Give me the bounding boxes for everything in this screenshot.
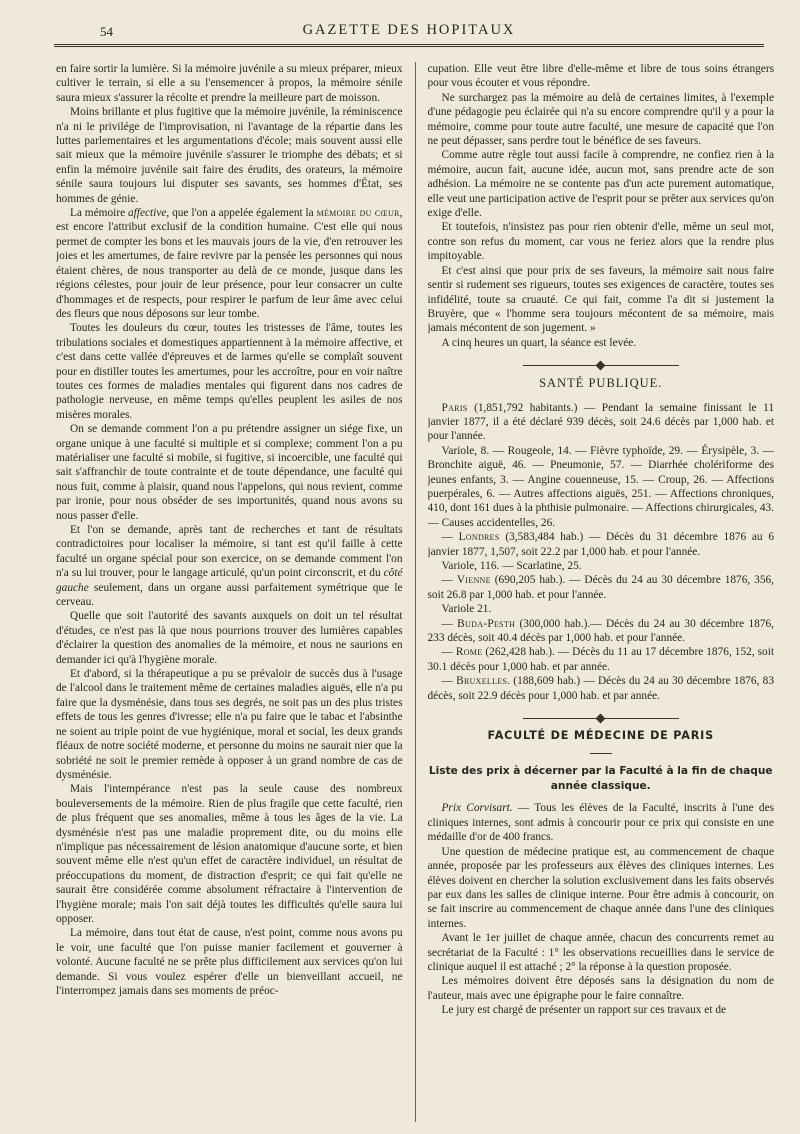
italic-term: côté gauche: [56, 567, 403, 594]
city-name: Vienne: [456, 574, 491, 587]
paragraph: — Londres (3,583,484 hab.) — Décès du 31 décembre 1876 au 6 janvier 1877, 1,507, soit 22.2 par 1,000 hab. et pour l'année.: [427, 531, 774, 558]
subheading: Liste des prix à décerner par la Faculté à la fin de chaque année classique.: [428, 765, 773, 792]
paragraph: cupation. Elle veut être libre d'elle-même et libre de tous soins étrangers pour vous écouter et vous répondre.: [427, 63, 775, 90]
paragraph: Ne surchargez pas la mémoire au delà de certaines limites, à l'exemple d'une pédagogie peu éclairée qui n'a su encore comprendre qu'il y a pour la mémoire, comme pour toute autre faculté, une mesure de capacité que l'on ne peut dépasser, sans perdre tout le bénéfice de ses faveurs.: [427, 91, 775, 148]
paragraph: Avant le 1er juillet de chaque année, chacun des concurrents remet au secrétariat de la Faculté : 1° les observations recueillies dans le service de clinique auquel il est attaché ; 2° la réponse à la question proposée.: [427, 932, 775, 973]
paragraph: Une question de médecine pratique est, au commencement de chaque année, proposée par les professeurs aux élèves des cliniques internes. Les élèves doivent en chercher la solution exclusivement dans les faits observés par eux dans les salles de clinique interne. Pour être admis à concourir, on se fait inscrire au commencement de chaque année dans l'une des cliniques internes.: [427, 845, 775, 930]
paragraph: Moins brillante et plus fugitive que la mémoire juvénile, la réminiscence n'a ni le privilége de l'improvisation, ni l'avantage de la répartie dans les luttes parlementaires et les argumentations d'école; mais souvent aussi elle sait mieux que la mémoire juvénile s'assurer le triomphe des débats; et si enfin la mémoire juvénile sait faire des érudits, des orateurs, la mémoire sénile saura toujours lui disputer ses savants, ses hommes d'État, ses hommes de génie.: [56, 106, 403, 205]
city-name: Buda-Pesth: [457, 617, 516, 630]
paragraph: A cinq heures un quart, la séance est levée.: [441, 336, 637, 349]
paragraph: Quelle que soit l'autorité des savants auxquels on doit un tel résultat d'études, ce n'est pas là que nous pourrions trouver des lumières capables d'éclairer la question des anomalies de la mémoire, et nous ne saurions en demander ici qu'à l'hygiène morale.: [56, 610, 403, 666]
paragraph: en faire sortir la lumière. Si la mémoire juvénile a su mieux préparer, mieux cultiver le terrain, si elle a su l'ensemencer à propos, la mémoire sénile saura mieux s'assurer la récolte et prendre la meilleure part de moisson.: [56, 63, 403, 104]
paragraph: — Bruxelles. (188,609 hab.) — Décès du 24 au 30 décembre 1876, 83 décès, soit 22.9 décès pour 1,000 hab. et par année.: [427, 675, 775, 702]
paragraph: — Rome (262,428 hab.). — Décès du 11 au 17 décembre 1876, 152, soit 30.1 décès pour 1,000 hab. et par année.: [427, 646, 775, 673]
small-caps-term: mémoire du cœur: [316, 207, 400, 220]
paragraph: Variole 21.: [441, 603, 492, 616]
left-column: [56, 62, 403, 1122]
city-name: Paris: [441, 401, 468, 414]
text-columns: [56, 62, 774, 1122]
paragraph: Les mémoires doivent être déposés sans la désignation du nom de l'auteur, mais avec une épigraphe pour le faire connaître.: [427, 975, 775, 1002]
column-divider: [415, 62, 416, 1122]
city-name: Rome: [455, 646, 483, 659]
section-title-sante: SANTÉ PUBLIQUE.: [539, 376, 663, 391]
paragraph: — Buda-Pesth (300,000 hab.).— Décès du 24 au 30 décembre 1876, 233 décès, soit 40.4 décès par 1,000 hab. et pour l'année.: [427, 617, 774, 645]
paragraph: La mémoire affective, que l'on a appelée également la mémoire du cœur, est encore l'attribut exclusif de la condition humaine. C'est elle qui nous permet de compter les bons et les mauvais jours de la vie, d'en retrouver les joies et les amertumes, de faire revivre par la pensée les personnes qui nous étaient chères, de nous transporter au delà de ce monde, jusque dans les régions célestes, pour jouir de leur présence, pour leur consacrer un culte d'hommages et de respects, pour respirer le parfum de leur âme avec celui des fleurs que nous déposons sur leur tombe.: [56, 207, 403, 320]
italic-term: Prix Corvisart.: [441, 802, 513, 815]
city-name: Londres: [458, 531, 500, 544]
paragraph: Mais l'intempérance n'est pas la seule cause des nombreux bouleversements de la mémoire. Rien de plus fragile que cette faculté, rien de plus fréquent que ses anomalies, même à tous les âges de la vie. La dysménésie n'est pas une maladie proprement dite, ou du moins elle n'implique pas nécessairement de lésion anatomique d'aucune sorte, et bien souvent même elle n'est qu'un effet de caractère individuel, un résultat de préoccupations du moment, de distraction d'esprit; ce qui fait qu'elle ne saurait être considérée comme absolument réfractaire à l'intervention de l'hygiène morale; mais l'on sait déjà toutes les difficultés qu'elle saura lui opposer.: [56, 783, 403, 925]
page-header: [54, 0, 764, 47]
page-number: 54: [100, 24, 113, 39]
right-column: [428, 62, 775, 1122]
short-rule: [590, 753, 612, 754]
paragraph: La mémoire, dans tout état de cause, n'est point, comme nous avons pu le voir, une faculté que l'on puisse manier facilement et gouverner à volonté. Aucune faculté ne se prête plus difficilement aux services qu'on lui demande. Si vous voulez espérer d'elle un bienveillant accueil, ne l'interrompez jamais dans ses moments de préoc-: [56, 927, 403, 997]
paragraph: Comme autre règle tout aussi facile à comprendre, ne confiez rien à la mémoire, aucun fait, aucune idée, aucun mot, sans prendre acte de son adhésion. La mémoire ne se contente pas d'un acte purement automatique, elle veut une participation active de l'esprit pour se prêter aux services qu'on exige d'elle.: [427, 149, 775, 220]
italic-term: affective: [127, 207, 167, 220]
city-name: Bruxelles: [456, 675, 508, 688]
section-separator: [428, 362, 775, 368]
paragraph: Variole, 8. — Rougeole, 14. — Fièvre typhoïde, 29. — Érysipèle, 3. — Bronchite aiguë, 46. — Pneumonie, 57. — Diarrhée cholériforme des jeunes enfants, 3. — Angine couenneuse, 15. — Croup, 26. — Affections puerpérales, 6. — Autres affections aiguës, 251. — Affections chroniques, 410, dont 161 dues à la phthisie pulmonaire. — Affections chirurgicales, 43. — Causes accidentelles, 26.: [427, 444, 775, 529]
paragraph: Paris (1,851,792 habitants.) — Pendant la semaine finissant le 11 janvier 1877, il a été déclaré 939 décès, soit 24.6 décès par 1,000 hab. et pour l'année.: [427, 401, 775, 443]
paragraph: Et d'abord, si la thérapeutique a pu se prévaloir de succès dus à l'usage de l'alcool dans le traitement même de certaines maladies aiguës, elle n'a pu faire que la dysménésie, dans tous ses degrés, ne soit pas un des plus tristes effets de tous les genres d'ivresse; elle n'a pu faire que le tabac et l'absinthe ne soient au triple point de vue hygiénique, moral et social, les deux grands fléaux de notre société moderne, et personne du moins ne saurait nier que la sobriété ne soit le premier remède à opposer à un grand nombre de cas de dysménésie.: [56, 668, 403, 781]
paragraph: On se demande comment l'on a pu prétendre assigner un siége fixe, un organe unique à une faculté si multiple et si complexe; comment l'on a pu matérialiser une faculté si mobile, si fugitive, si incoercible, une faculté qui sait s'affranchir de toute contrainte et de toute dépendance, une faculté qui nous fuit, comme à plaisir, quand nous l'appelons, qui nous revient, comme par ironie, pour nous obséder de ses importunités, quand nous avons su nous passer d'elle.: [56, 423, 403, 522]
section-separator: [428, 715, 775, 721]
section-title-faculte: FACULTÉ DE MÉDECINE DE PARIS: [487, 729, 714, 743]
paragraph: Prix Corvisart. — Tous les élèves de la Faculté, inscrits à l'une des cliniques internes, sont admis à concourir pour ce prix qui consiste en une médaille d'or de 400 francs.: [427, 802, 775, 844]
running-title: GAZETTE DES HOPITAUX: [302, 22, 516, 38]
paragraph: Le jury est chargé de présenter un rapport sur ces travaux et de: [441, 1004, 727, 1017]
paragraph: Et c'est ainsi que pour prix de ses faveurs, la mémoire sait nous faire sentir si rudement ses rigueurs, toutes ses exigences de caractère, toutes ses infidélité, toute sa cruauté. Ce qui fait, comme l'a dit si justement la Bruyère, que « l'homme sera toujours mécontent de sa mémoire, mais jamais mécontent de son jugement. »: [427, 264, 775, 335]
paragraph: — Vienne (690,205 hab.). — Décès du 24 au 30 décembre 1876, 356, soit 26.8 par 1,000 hab. et pour l'année.: [427, 574, 775, 601]
paragraph: Toutes les douleurs du cœur, toutes les tristesses de l'âme, toutes les tribulations sociales et domestiques appartiennent à la mémoire affective, et c'est dans cette vallée d'épreuves et de larmes qu'elle se complaît souvent pour en distiller toutes les amertumes, pour les accroître, pour en voir naître toutes ces formes de maladies mentales qui figurent dans nos cadres de pathologie nerveuse, en même temps qu'elles peuplent les asiles de nos misères morales.: [56, 322, 403, 421]
paragraph: Et toutefois, n'insistez pas pour rien obtenir d'elle, même un seul mot, contre son refus du moment, car vous ne feriez alors que la rendre plus impitoyable.: [427, 221, 775, 263]
paragraph: Variole, 116. — Scarlatine, 25.: [441, 560, 582, 572]
paragraph: Et l'on se demande, après tant de recherches et tant de résultats contradictoires pour localiser la mémoire, si tant est qu'il faille à cette faculté un organe spécial pour son exercice, on se demande comment l'on n'a su lui trouver, pour le langage articulé, qu'un point circonscrit, et du côté gauche seulement, dans un organe aussi parfaitement symétrique que le cerveau.: [56, 524, 403, 609]
